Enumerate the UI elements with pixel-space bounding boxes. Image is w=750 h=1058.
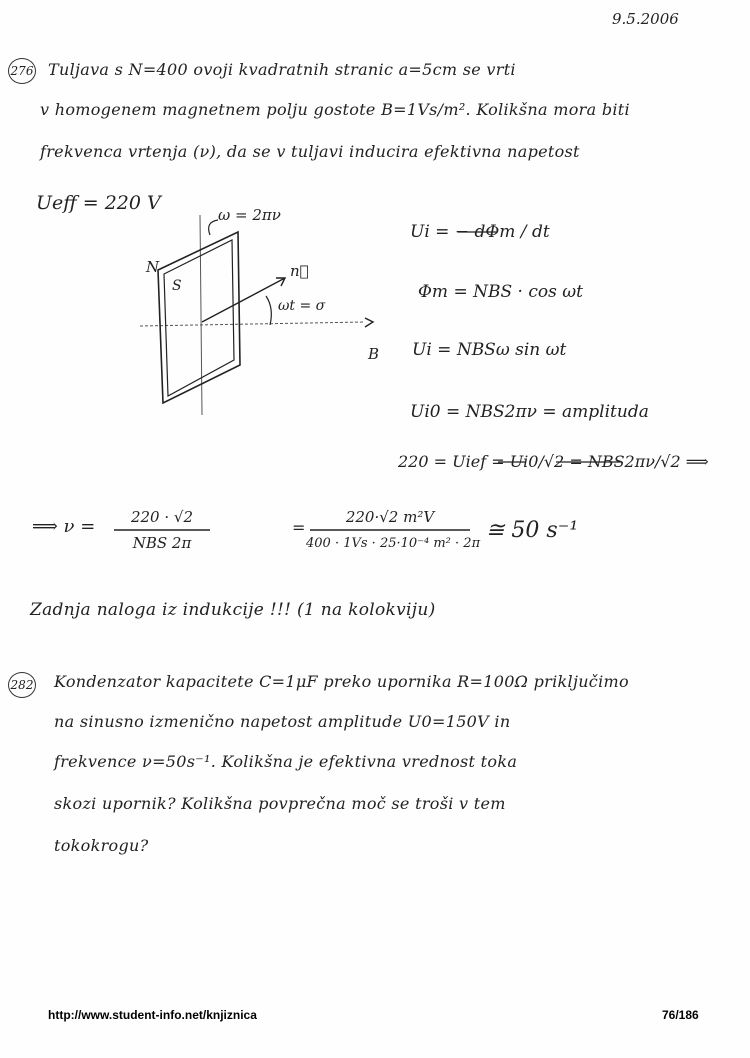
result-frac1-num: 220 · √2 [130, 508, 194, 526]
b-arrow [365, 318, 373, 327]
footer-url[interactable]: http://www.student-info.net/knjiznica [48, 1008, 257, 1022]
footer-page-number: 76/186 [662, 1008, 699, 1022]
omega-label: ω = 2πν [218, 206, 281, 224]
angle-label: ωt = σ [278, 298, 326, 314]
equation-flux: Φm = NBS · cos ωt [418, 282, 583, 302]
problem-282-text-line-3: frekvence ν=50s⁻¹. Kolikšna je efektivna vrednost toka [54, 752, 518, 771]
b-label: B [368, 345, 380, 363]
problem-282-text-line-5: tokokrogu? [54, 836, 149, 855]
result-frac1-den: NBS 2π [132, 534, 192, 552]
problem-282-text-line-1: Kondenzator kapacitete C=1μF preko upornika R=100Ω priključimo [54, 672, 629, 691]
normal-vector [202, 278, 285, 322]
problem-276-ueff: Ueff = 220 V [36, 192, 161, 214]
equation-amplitude: Ui0 = NBS2πν = amplituda [410, 402, 649, 422]
angle-arc [266, 296, 271, 325]
result-frac2-num: 220·√2 m²V [345, 508, 435, 526]
result-frac2-den: 400 · 1Vs · 25·10⁻⁴ m² · 2π [306, 536, 481, 551]
problem-282-number: 282 [8, 672, 36, 698]
coil-n-label: N [146, 258, 160, 276]
equation-ui-induced: Ui = − dΦm / dt [410, 222, 550, 242]
problem-276-number: 276 [8, 58, 36, 84]
axis-line [140, 322, 365, 326]
equation-ui-sin: Ui = NBSω sin ωt [412, 340, 567, 360]
problem-276-text-line-1: Tuljava s N=400 ovoji kvadratnih stranic a=5cm se vrti [48, 60, 516, 79]
result-lhs: ⟹ ν = [32, 516, 96, 537]
normal-label: n⃗ [290, 262, 309, 280]
problem-276-note: Zadnja naloga iz indukcije !!! (1 na kolokviju) [30, 600, 436, 620]
equation-effective: 220 = Uief = Ui0/√2 = NBS2πν/√2 ⟹ [398, 452, 709, 471]
coil-s-label: S [172, 278, 182, 294]
problem-282-text-line-4: skozi upornik? Kolikšna povprečna moč se troši v tem [54, 794, 506, 813]
problem-276-text-line-2: v homogenem magnetnem polju gostote B=1Vs/m². Kolikšna mora biti [40, 100, 630, 119]
problem-282-text-line-2: na sinusno izmenično napetost amplitude U0=150V in [54, 712, 511, 731]
date: 9.5.2006 [612, 10, 679, 28]
result-value: ≅ 50 s⁻¹ [486, 518, 579, 543]
result-equals: = [292, 518, 306, 537]
problem-276-text-line-3: frekvenca vrtenja (ν), da se v tuljavi inducira efektivna napetost [40, 142, 580, 161]
rotation-arrow [209, 220, 218, 235]
coil-outline-outer [158, 232, 240, 403]
